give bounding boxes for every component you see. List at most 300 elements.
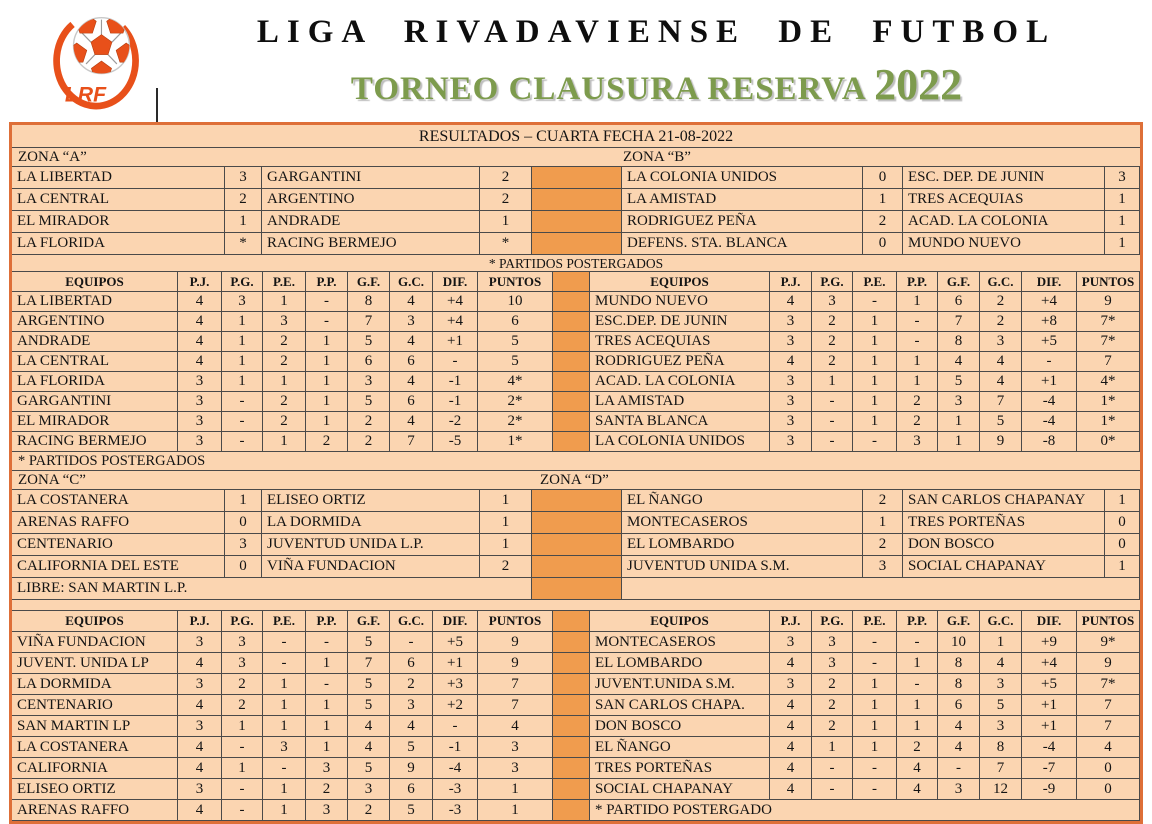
standings-team-name: CALIFORNIA [12, 758, 178, 779]
standings-stat-cell: - [897, 632, 938, 653]
match-home-score: 1 [863, 189, 903, 211]
logo-lrf-text: LRF [64, 83, 107, 107]
standings-stat-cell: 3 [263, 312, 306, 332]
match-home-team: LA CENTRAL [12, 189, 225, 211]
zone-divider-cell [553, 292, 590, 312]
standings-stat-cell: 3 [222, 653, 263, 674]
standings-stat-cell: -1 [433, 737, 478, 758]
standings-stat-cell: 1 [853, 332, 897, 352]
standings-stat-cell: - [938, 758, 980, 779]
standings-stat-cell: 4 [390, 372, 433, 392]
standings-stat-cell: +1 [1022, 695, 1077, 716]
standings-stat-cell: - [812, 392, 853, 412]
standings-stat-cell: - [853, 779, 897, 800]
standings-team-name: LA DORMIDA [12, 674, 178, 695]
match-home-score: 2 [863, 211, 903, 233]
standings-stat-cell: 2 [348, 412, 390, 432]
standings-header-cell: G.F. [938, 611, 980, 632]
match-home-score: 0 [863, 167, 903, 189]
match-away-team: GARGANTINI [262, 167, 480, 189]
standings-stat-cell: -4 [1022, 412, 1077, 432]
match-home-score: 1 [863, 512, 903, 534]
standings-team-name: LA AMISTAD [590, 392, 770, 412]
standings-stat-cell: 8 [938, 332, 980, 352]
standings-team-name: EL LOMBARDO [590, 653, 770, 674]
standings-header-cell: G.F. [938, 272, 980, 292]
standings-grid-zone-a-b [12, 272, 1140, 452]
standings-stat-cell: +4 [433, 292, 478, 312]
standings-stat-cell: 3 [222, 632, 263, 653]
standings-stat-cell: 7 [478, 674, 553, 695]
standings-team-name: LA FLORIDA [12, 372, 178, 392]
standings-header-cell: P.P. [897, 611, 938, 632]
match-away-score: 2 [480, 556, 532, 578]
standings-stat-cell: 4 [178, 800, 222, 821]
standings-stat-cell: 7 [478, 695, 553, 716]
standings-header-cell: PUNTOS [478, 272, 553, 292]
standings-header-cell: DIF. [1022, 272, 1077, 292]
match-away-team: DON BOSCO [903, 534, 1105, 556]
standings-header-cell: PUNTOS [478, 611, 553, 632]
standings-stat-cell: 10 [938, 632, 980, 653]
standings-stat-cell: 1 [897, 716, 938, 737]
match-away-team: ANDRADE [262, 211, 480, 233]
standings-stat-cell: 1 [222, 372, 263, 392]
match-home-team: LA LIBERTAD [12, 167, 225, 189]
standings-stat-cell: - [897, 312, 938, 332]
standings-header-cell: P.J. [178, 272, 222, 292]
standings-stat-cell: 4 [980, 653, 1022, 674]
standings-stat-cell: 4 [348, 737, 390, 758]
standings-stat-cell: 1 [306, 332, 348, 352]
standings-header-cell: DIF. [433, 272, 478, 292]
zone-divider-cell [553, 611, 590, 632]
match-away-team: ELISEO ORTIZ [262, 490, 480, 512]
standings-stat-cell: 4 [478, 716, 553, 737]
standings-stat-cell: 2 [812, 352, 853, 372]
standings-team-name: ANDRADE [12, 332, 178, 352]
standings-stat-cell: 1 [306, 695, 348, 716]
standings-stat-cell: 4 [770, 758, 812, 779]
standings-stat-cell: 6 [390, 352, 433, 372]
standings-stat-cell: 5 [390, 800, 433, 821]
standings-stat-cell: -3 [433, 779, 478, 800]
zone-divider-cell [553, 272, 590, 292]
postponed-note-left: * PARTIDOS POSTERGADOS [12, 452, 1140, 471]
standings-stat-cell: 3 [178, 372, 222, 392]
standings-stat-cell: 1 [306, 653, 348, 674]
standings-stat-cell: 6 [390, 392, 433, 412]
standings-team-name: LA COLONIA UNIDOS [590, 432, 770, 452]
standings-stat-cell: -4 [1022, 737, 1077, 758]
standings-stat-cell: 4 [390, 332, 433, 352]
match-away-team: ARGENTINO [262, 189, 480, 211]
standings-team-name: LA LIBERTAD [12, 292, 178, 312]
standings-stat-cell: - [222, 779, 263, 800]
standings-stat-cell: 4 [770, 737, 812, 758]
standings-stat-cell: 9 [390, 758, 433, 779]
standings-stat-cell: 3 [348, 372, 390, 392]
standings-stat-cell: 9 [1077, 653, 1140, 674]
zone-divider-cell [553, 412, 590, 432]
standings-stat-cell: 1 [938, 412, 980, 432]
standings-stat-cell: - [222, 432, 263, 452]
standings-stat-cell: 2 [812, 695, 853, 716]
logo-cell-divider [156, 88, 158, 122]
match-home-score: 3 [225, 534, 262, 556]
standings-stat-cell: 1 [263, 372, 306, 392]
standings-stat-cell: 6 [478, 312, 553, 332]
match-away-team: TRES ACEQUIAS [903, 189, 1105, 211]
match-away-team: JUVENTUD UNIDA L.P. [262, 534, 480, 556]
match-home-score: 2 [863, 490, 903, 512]
standings-header-cell: G.C. [390, 611, 433, 632]
zone-divider-cell [553, 779, 590, 800]
standings-stat-cell: 1 [897, 695, 938, 716]
standings-header-cell: G.C. [980, 611, 1022, 632]
match-home-team: LA COSTANERA [12, 490, 225, 512]
standings-stat-cell: 1 [853, 412, 897, 432]
standings-stat-cell: 1 [853, 352, 897, 372]
match-home-score: 2 [225, 189, 262, 211]
standings-stat-cell: 2* [478, 412, 553, 432]
match-home-team: EL MIRADOR [12, 211, 225, 233]
standings-header-cell: P.E. [853, 272, 897, 292]
standings-stat-cell: +1 [1022, 716, 1077, 737]
standings-stat-cell: 3 [770, 332, 812, 352]
standings-stat-cell: 4 [1077, 737, 1140, 758]
standings-stat-cell: - [222, 737, 263, 758]
standings-stat-cell: 1* [1077, 392, 1140, 412]
tournament-title [165, 59, 1148, 110]
standings-team-name: VIÑA FUNDACION [12, 632, 178, 653]
zone-divider-cell [553, 352, 590, 372]
zone-divider-cell [553, 312, 590, 332]
results-title: RESULTADOS – CUARTA FECHA 21-08-2022 [12, 125, 1140, 148]
standings-stat-cell: 7 [348, 653, 390, 674]
zone-divider-cell [532, 233, 622, 255]
standings-stat-cell: 4 [938, 352, 980, 372]
standings-stat-cell: 0 [1077, 758, 1140, 779]
standings-stat-cell: 1 [222, 352, 263, 372]
zone-divider-cell [553, 392, 590, 412]
standings-stat-cell: 7* [1077, 312, 1140, 332]
match-away-score: * [480, 233, 532, 255]
standings-header-cell: G.F. [348, 611, 390, 632]
standings-stat-cell: -7 [1022, 758, 1077, 779]
standings-stat-cell: 4 [178, 312, 222, 332]
match-away-score: 1 [480, 490, 532, 512]
standings-stat-cell: - [263, 632, 306, 653]
standings-stat-cell: - [306, 632, 348, 653]
standings-stat-cell: 7 [390, 432, 433, 452]
standings-stat-cell: 2 [897, 412, 938, 432]
standings-stat-cell: 3 [938, 779, 980, 800]
standings-header-cell: P.G. [812, 272, 853, 292]
standings-stat-cell: 1 [263, 674, 306, 695]
standings-stat-cell: 2 [812, 332, 853, 352]
standings-header-cell: P.G. [222, 272, 263, 292]
standings-stat-cell: 5 [478, 332, 553, 352]
page-header [0, 0, 1152, 122]
zone-c-label: ZONA “C” [18, 472, 86, 488]
standings-stat-cell: 1 [306, 412, 348, 432]
standings-stat-cell: 4 [178, 737, 222, 758]
standings-stat-cell: 3 [348, 779, 390, 800]
standings-stat-cell: 5 [348, 332, 390, 352]
standings-stat-cell: 1 [306, 352, 348, 372]
match-away-team: SOCIAL CHAPANAY [903, 556, 1105, 578]
zone-divider-cell [553, 716, 590, 737]
standings-stat-cell: 1* [478, 432, 553, 452]
zone-divider-cell [532, 167, 622, 189]
standings-stat-cell: 3 [390, 312, 433, 332]
standings-stat-cell: 1 [812, 737, 853, 758]
tournament-year: 2022 [874, 60, 963, 109]
standings-stat-cell: 1 [478, 800, 553, 821]
standings-stat-cell: 3 [770, 412, 812, 432]
empty-cell [622, 578, 1140, 600]
standings-stat-cell: 5 [980, 695, 1022, 716]
standings-team-name: DON BOSCO [590, 716, 770, 737]
standings-stat-cell: - [853, 292, 897, 312]
standings-stat-cell: - [306, 312, 348, 332]
standings-stat-cell: 7* [1077, 332, 1140, 352]
standings-stat-cell: 7 [348, 312, 390, 332]
standings-stat-cell: 1 [853, 372, 897, 392]
match-away-team: TRES PORTEÑAS [903, 512, 1105, 534]
standings-stat-cell: 3 [306, 758, 348, 779]
standings-stat-cell: 2 [263, 392, 306, 412]
standings-stat-cell: 1 [853, 695, 897, 716]
match-away-score: 2 [480, 189, 532, 211]
standings-stat-cell: - [853, 758, 897, 779]
standings-stat-cell: - [812, 758, 853, 779]
standings-stat-cell: 2 [222, 674, 263, 695]
standings-stat-cell: 2 [348, 432, 390, 452]
standings-stat-cell: 2* [478, 392, 553, 412]
standings-stat-cell: - [222, 800, 263, 821]
zone-labels-row-ab [12, 148, 1140, 167]
standings-stat-cell: 7 [1077, 352, 1140, 372]
tournament-title-text: TORNEO CLAUSURA RESERVA [350, 71, 865, 107]
standings-header-cell: P.P. [897, 272, 938, 292]
match-away-team: VIÑA FUNDACION [262, 556, 480, 578]
standings-stat-cell: 2 [348, 800, 390, 821]
standings-team-name: EL ÑANGO [590, 737, 770, 758]
standings-header-cell: G.F. [348, 272, 390, 292]
standings-stat-cell: 4 [980, 352, 1022, 372]
standings-header-cell: P.P. [306, 611, 348, 632]
standings-stat-cell: 2 [222, 695, 263, 716]
standings-stat-cell: - [897, 674, 938, 695]
standings-stat-cell: 8 [938, 674, 980, 695]
standings-stat-cell: +1 [433, 653, 478, 674]
standings-stat-cell: 7 [938, 312, 980, 332]
standings-stat-cell: 4 [980, 372, 1022, 392]
standings-stat-cell: 2 [306, 432, 348, 452]
standings-stat-cell: 1 [263, 716, 306, 737]
standings-stat-cell: -9 [1022, 779, 1077, 800]
zone-divider-cell [532, 211, 622, 233]
zone-d-label: ZONA “D” [540, 472, 609, 488]
standings-stat-cell: 3 [178, 392, 222, 412]
zone-divider-cell [553, 737, 590, 758]
standings-stat-cell: 6 [390, 653, 433, 674]
standings-stat-cell: 1 [897, 372, 938, 392]
standings-header-cell: P.P. [306, 272, 348, 292]
standings-stat-cell: 3 [812, 653, 853, 674]
standings-stat-cell: 4 [178, 352, 222, 372]
standings-stat-cell: 1 [263, 695, 306, 716]
match-home-team: CENTENARIO [12, 534, 225, 556]
standings-stat-cell: 7* [1077, 674, 1140, 695]
standings-stat-cell: 3 [770, 312, 812, 332]
match-home-team: CALIFORNIA DEL ESTE [12, 556, 225, 578]
standings-header-cell: EQUIPOS [590, 611, 770, 632]
standings-stat-cell: +4 [1022, 292, 1077, 312]
standings-stat-cell: 3 [812, 632, 853, 653]
standings-team-name: EL MIRADOR [12, 412, 178, 432]
standings-stat-cell: 4* [1077, 372, 1140, 392]
standings-stat-cell: 2 [263, 332, 306, 352]
results-grid-zone-a-b [12, 167, 1140, 255]
postponed-note-bottom: * PARTIDO POSTERGADO [590, 800, 1140, 821]
match-away-score: 1 [1105, 490, 1140, 512]
standings-team-name: GARGANTINI [12, 392, 178, 412]
standings-stat-cell: 1 [853, 312, 897, 332]
standings-header-cell: PUNTOS [1077, 611, 1140, 632]
standings-stat-cell: 2 [812, 674, 853, 695]
standings-stat-cell: 4* [478, 372, 553, 392]
standings-stat-cell: 3 [980, 716, 1022, 737]
standings-stat-cell: 5 [938, 372, 980, 392]
standings-header-cell: P.J. [178, 611, 222, 632]
standings-stat-cell: 1 [263, 432, 306, 452]
standings-stat-cell: 3 [178, 632, 222, 653]
match-away-team: RACING BERMEJO [262, 233, 480, 255]
standings-stat-cell: 1 [222, 312, 263, 332]
match-away-team: LA DORMIDA [262, 512, 480, 534]
standings-header-cell: EQUIPOS [12, 611, 178, 632]
standings-stat-cell: 5 [348, 695, 390, 716]
standings-team-name: JUVENT. UNIDA LP [12, 653, 178, 674]
standings-stat-cell: 3 [770, 372, 812, 392]
standings-stat-cell: 3 [770, 392, 812, 412]
standings-stat-cell: 1 [478, 779, 553, 800]
standings-stat-cell: 3 [178, 674, 222, 695]
standings-stat-cell: 3 [222, 292, 263, 312]
standings-stat-cell: +3 [433, 674, 478, 695]
standings-stat-cell: 4 [897, 779, 938, 800]
standings-team-name: ESC.DEP. DE JUNIN [590, 312, 770, 332]
standings-team-name: ACAD. LA COLONIA [590, 372, 770, 392]
zone-divider-cell [553, 432, 590, 452]
standings-stat-cell: 1 [853, 674, 897, 695]
standings-team-name: CENTENARIO [12, 695, 178, 716]
standings-stat-cell: 1 [306, 737, 348, 758]
zone-divider-cell [532, 512, 622, 534]
standings-stat-cell: 4 [178, 292, 222, 312]
zone-a-label: ZONA “A” [18, 149, 87, 165]
match-home-score: 1 [225, 211, 262, 233]
standings-stat-cell: 4 [178, 332, 222, 352]
standings-stat-cell: 1 [306, 716, 348, 737]
standings-stat-cell: 1 [897, 653, 938, 674]
standings-header-cell: P.G. [222, 611, 263, 632]
standings-stat-cell: 3 [478, 737, 553, 758]
zone-divider-cell [553, 800, 590, 821]
standings-stat-cell: 7 [980, 758, 1022, 779]
match-away-score: 1 [480, 211, 532, 233]
standings-stat-cell: +4 [433, 312, 478, 332]
standings-stat-cell: 8 [348, 292, 390, 312]
standings-stat-cell: - [433, 352, 478, 372]
standings-team-name: MONTECASEROS [590, 632, 770, 653]
zone-divider-cell [553, 653, 590, 674]
match-home-team: LA COLONIA UNIDOS [622, 167, 863, 189]
match-home-team: LA AMISTAD [622, 189, 863, 211]
standings-stat-cell: 2 [897, 737, 938, 758]
standings-stat-cell: +2 [433, 695, 478, 716]
match-home-score: 0 [863, 233, 903, 255]
standings-stat-cell: 1 [812, 372, 853, 392]
standings-stat-cell: -4 [1022, 392, 1077, 412]
standings-stat-cell: 2 [812, 312, 853, 332]
match-away-score: 0 [1105, 512, 1140, 534]
standings-stat-cell: 4 [178, 758, 222, 779]
standings-header-cell: P.J. [770, 611, 812, 632]
standings-stat-cell: 9 [478, 632, 553, 653]
standings-stat-cell: 1 [263, 779, 306, 800]
standings-stat-cell: 3 [897, 432, 938, 452]
match-home-score: 1 [225, 490, 262, 512]
zone-divider-cell [532, 534, 622, 556]
standings-team-name: SAN MARTIN LP [12, 716, 178, 737]
standings-stat-cell: - [263, 653, 306, 674]
standings-stat-cell: 5 [348, 392, 390, 412]
match-home-score: 2 [863, 534, 903, 556]
standings-stat-cell: 12 [980, 779, 1022, 800]
standings-team-name: ARGENTINO [12, 312, 178, 332]
standings-team-name: SANTA BLANCA [590, 412, 770, 432]
match-home-score: 3 [225, 167, 262, 189]
standings-stat-cell: 4 [348, 716, 390, 737]
standings-stat-cell: 0* [1077, 432, 1140, 452]
standings-stat-cell: 1 [853, 737, 897, 758]
standings-stat-cell: 1* [1077, 412, 1140, 432]
match-away-score: 1 [1105, 189, 1140, 211]
standings-stat-cell: 1 [306, 372, 348, 392]
standings-stat-cell: - [1022, 352, 1077, 372]
standings-stat-cell: 1 [897, 292, 938, 312]
standings-stat-cell: -4 [433, 758, 478, 779]
standings-stat-cell: 3 [478, 758, 553, 779]
standings-team-name: TRES PORTEÑAS [590, 758, 770, 779]
standings-stat-cell: - [897, 332, 938, 352]
standings-team-name: MUNDO NUEVO [590, 292, 770, 312]
standings-header-cell: G.C. [980, 272, 1022, 292]
standings-stat-cell: 2 [980, 312, 1022, 332]
standings-stat-cell: 3 [980, 332, 1022, 352]
standings-header-cell: P.E. [853, 611, 897, 632]
standings-stat-cell: -8 [1022, 432, 1077, 452]
standings-stat-cell: 3 [263, 737, 306, 758]
standings-stat-cell: 4 [770, 716, 812, 737]
standings-stat-cell: - [263, 758, 306, 779]
results-panel [9, 122, 1143, 824]
standings-stat-cell: 4 [178, 653, 222, 674]
